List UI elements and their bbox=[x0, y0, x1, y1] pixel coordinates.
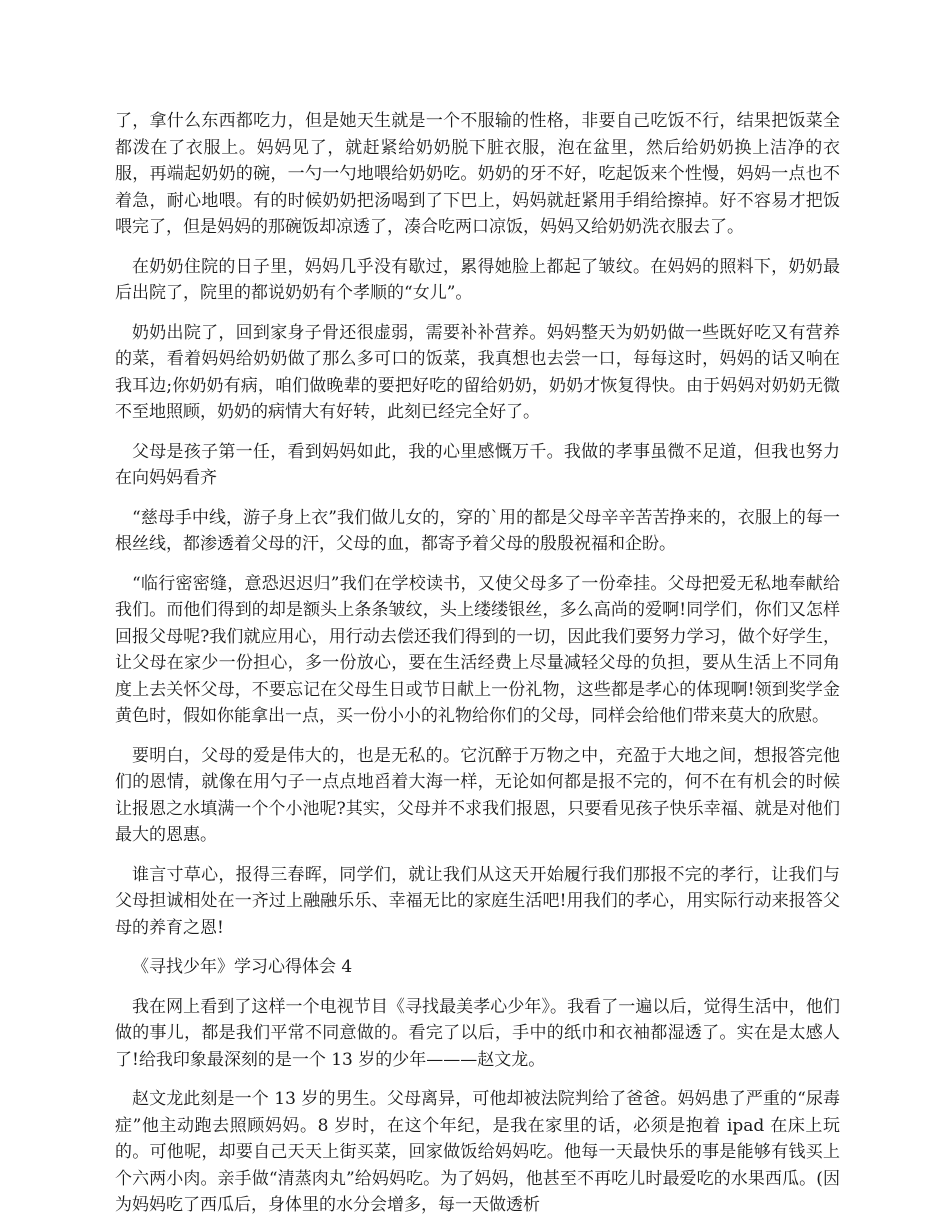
paragraph-3: 奶奶出院了，回到家身子骨还很虚弱，需要补补营养。妈妈整天为奶奶做一些既好吃又有营养的菜，看着妈妈给奶奶做了那么多可口的饭菜，我真想也去尝一口，每每这时，妈妈的话又响在我耳边;你奶奶有病，咱们做晚辈的要把好吃的留给奶奶，奶奶才恢复得快。由于妈妈对奶奶无微不至地照顾，奶奶的病情大有好转，此刻已经完全好了。 bbox=[115, 322, 840, 422]
paragraph-5: “慈母手中线，游子身上衣”我们做儿女的，穿的`用的都是父母辛辛苦苦挣来的，衣服上的每一根丝线，都渗透着父母的汗，父母的血，都寄予着父母的殷殷祝福和企盼。 bbox=[115, 507, 840, 554]
document-page bbox=[115, 108, 840, 1232]
section-heading: 《寻找少年》学习心得体会 4 bbox=[132, 957, 353, 977]
paragraph-4: 父母是孩子第一任，看到妈妈如此，我的心里感慨万千。我做的孝事虽微不足道，但我也努力在向妈妈看齐 bbox=[115, 441, 840, 488]
paragraph-8: 谁言寸草心，报得三春晖，同学们，就让我们从这天开始履行我们那报不完的孝行，让我们与父母担诚相处在一齐过上融融乐乐、幸福无比的家庭生活吧!用我们的孝心，用实际行动来报答父母的养育之恩! bbox=[115, 864, 840, 938]
paragraph-9: 我在网上看到了这样一个电视节目《寻找最美孝心少年》。我看了一遍以后，觉得生活中，他们做的事儿，都是我们平常不同意做的。看完了以后，手中的纸巾和衣袖都湿透了。实在是太感人了!给我印象最深刻的是一个 13 岁的少年———赵文龙。 bbox=[115, 996, 840, 1070]
paragraph-6: “临行密密缝，意恐迟迟归”我们在学校读书，又使父母多了一份牵挂。父母把爱无私地奉献给我们。而他们得到的却是额头上条条皱纹，头上缕缕银丝，多么高尚的爱啊!同学们，你们又怎样回报父母呢?我们就应用心，用行动去偿还我们得到的一切，因此我们要努力学习，做个好学生，让父母在家少一份担心，多一份放心，要在生活经费上尽量减轻父母的负担，要从生活上不同角度上去关怀父母，不要忘记在父母生日或节日献上一份礼物，这些都是孝心的体现啊!领到奖学金黄色时，假如你能拿出一点，买一份小小的礼物给你们的父母，同样会给他们带来莫大的欣慰。 bbox=[115, 573, 840, 726]
paragraph-7: 要明白，父母的爱是伟大的，也是无私的。它沉醉于万物之中，充盈于大地之间，想报答完他们的恩情，就像在用勺子一点点地舀着大海一样，无论如何都是报不完的，何不在有机会的时候让报恩之水填满一个个小池呢?其实，父母并不求我们报恩，只要看见孩子快乐幸福、就是对他们最大的恩惠。 bbox=[115, 745, 840, 845]
paragraph-2: 在奶奶住院的日子里，妈妈几乎没有歇过，累得她脸上都起了皱纹。在妈妈的照料下，奶奶最后出院了，院里的都说奶奶有个孝顺的“女儿”。 bbox=[115, 256, 840, 303]
paragraph-1: 了，拿什么东西都吃力，但是她天生就是一个不服输的性格，非要自己吃饭不行，结果把饭菜全都泼在了衣服上。妈妈见了，就赶紧给奶奶脱下脏衣服，泡在盆里，然后给奶奶换上洁净的衣服，再端起奶奶的碗，一勺一勺地喂给奶奶吃。奶奶的牙不好，吃起饭来个性慢，妈妈一点也不着急，耐心地喂。有的时候奶奶把汤喝到了下巴上，妈妈就赶紧用手绢给擦掉。好不容易才把饭喂完了，但是妈妈的那碗饭却凉透了，凑合吃两口凉饭，妈妈又给奶奶洗衣服去了。 bbox=[115, 111, 840, 237]
paragraph-10: 赵文龙此刻是一个 13 岁的男生。父母离异，可他却被法院判给了爸爸。妈妈患了严重的“尿毒症”他主动跑去照顾妈妈。8 岁时，在这个年纪，是我在家里的话，必须是抱着 ipad 在床上玩的。可他呢，却要自己天天上街买菜，回家做饭给妈妈吃。他每一天最快乐的事是能够有钱买上个六两小肉。亲手做“清蒸肉丸”给妈妈吃。为了妈妈，他甚至不再吃儿时最爱吃的水果西瓜。(因为妈妈吃了西瓜后，身体里的水分会增多，每一天做透析 bbox=[115, 1089, 840, 1215]
